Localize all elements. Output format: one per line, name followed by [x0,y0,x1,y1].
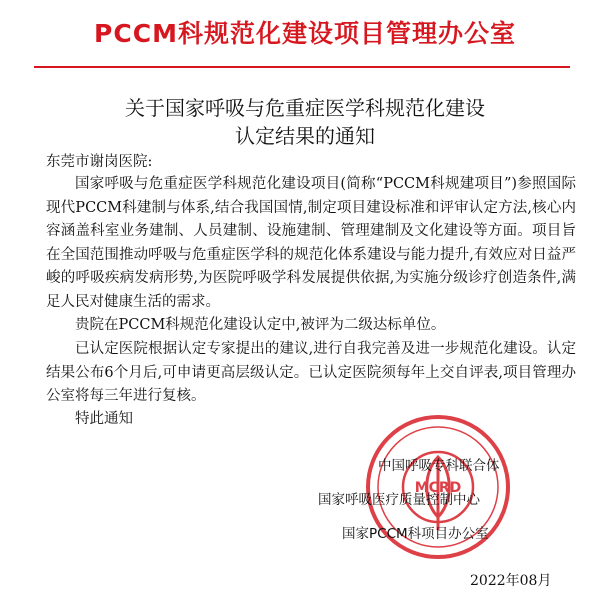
signature-line-1: 中国呼吸专科联合体 [378,458,500,474]
paragraph-followup: 已认定医院根据认定专家提出的建议,进行自我完善及进一步规范化建设。认定结果公布6个月后,可申请更高层级认定。已认定医院须每年上交自评表,项目管理办公室将每三年进行复核。 [46,341,576,404]
paragraph-intro: 国家呼吸与危重症医学科规范化建设项目(简称“PCCM科规建项目”)参照国际现代PCCM科建制与体系,结合我国国情,制定项目建设标准和评审认定方法,核心内容涵盖科室业务建制、人员建制、设施建制、管理建制及文化建设等方面。项目旨在全国范围推动呼吸与危重症医学科的规范化体系建设与能力提升,有效应对日益严峻的呼吸疾病发病形势,为医院呼吸学科发展提供依据,为实施分级诊疗创造条件,满足人民对健康生活的需求。 [46,176,576,310]
letterhead-title: PCCM科规范化建设项目管理办公室 [94,19,516,48]
letterhead-divider [34,66,570,68]
notice-title-line1: 关于国家呼吸与危重症医学科规范化建设 [125,96,485,120]
signature-line-2: 国家呼吸医疗质量控制中心 [318,492,480,508]
salutation: 东莞市谢岗医院: [46,154,153,170]
notice-title-line2: 认定结果的通知 [235,124,375,148]
paragraph-closing: 特此通知 [75,411,133,427]
seal-center-text: MCRD [414,480,462,496]
signature-line-3: 国家PCCM科项目办公室 [342,526,489,542]
notice-date: 2022年08月 [470,573,552,589]
paragraph-result: 贵院在PCCM科规范化建设认定中,被评为二级达标单位。 [75,317,446,333]
